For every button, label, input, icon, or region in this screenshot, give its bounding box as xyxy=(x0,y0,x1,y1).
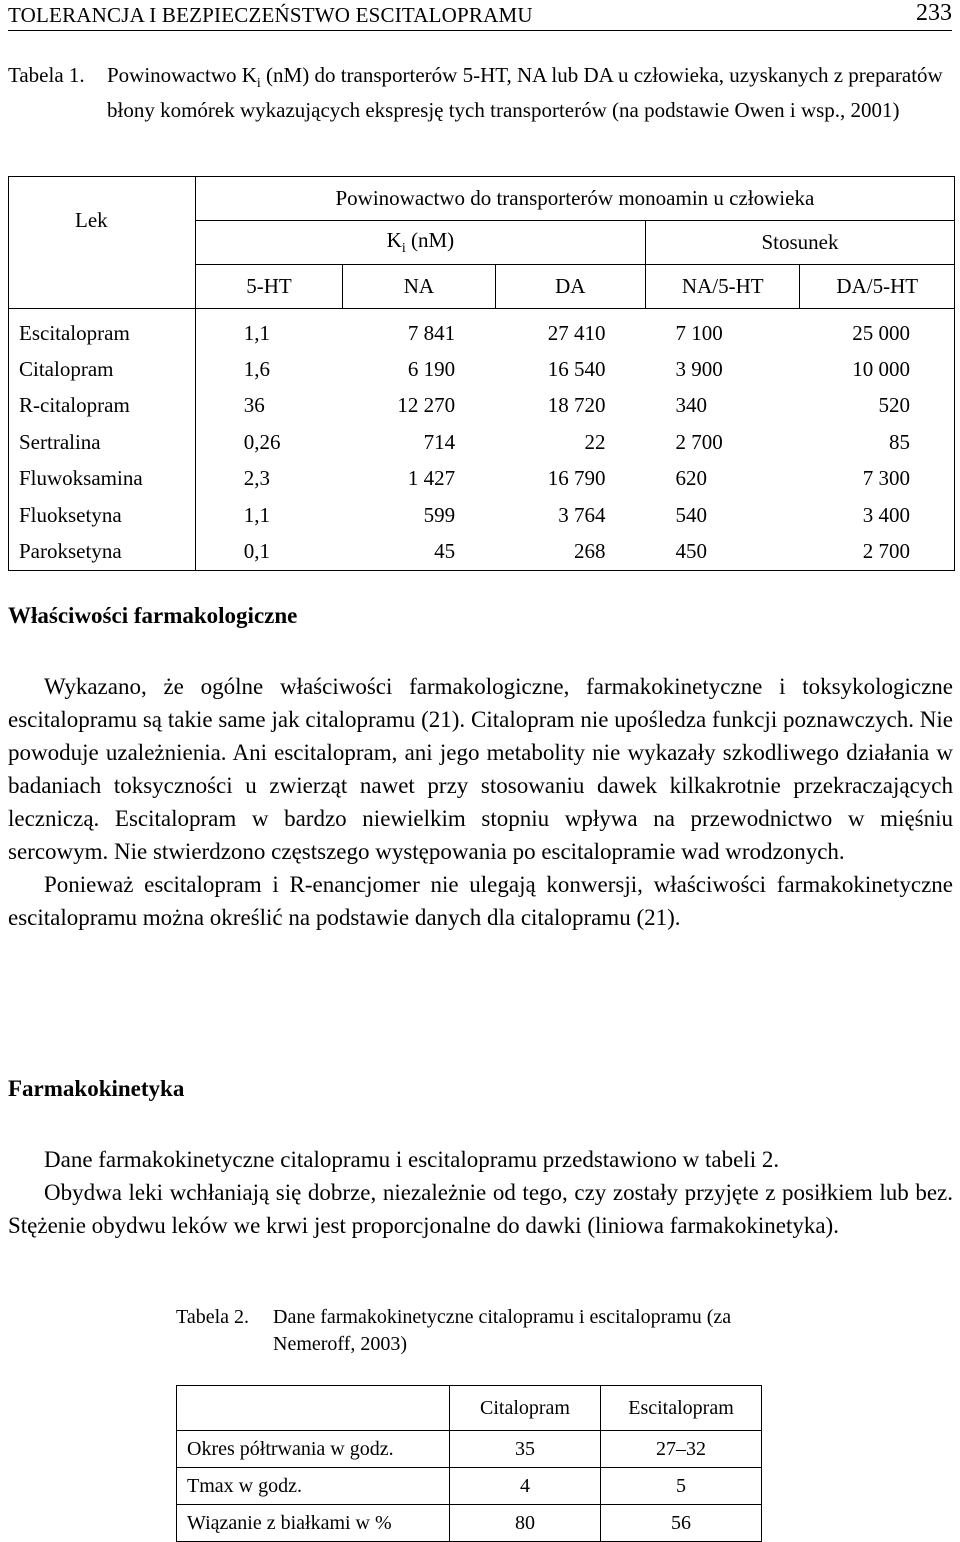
row-label-cell: Tmax w godz. xyxy=(177,1468,450,1505)
value-cell: 450 xyxy=(675,539,708,564)
value-cell: 35 xyxy=(450,1431,601,1468)
value-cell: 340 xyxy=(675,393,708,418)
value-cell: 620 xyxy=(675,466,708,491)
table-row xyxy=(177,1468,762,1505)
paragraph: Wykazano, że ogólne właściwości farmakologiczne, farmakokinetyczne i toksykologiczne escitalopramu są takie same jak citalopramu (21). Citalopram nie upośledza funkcji poznawczych. Nie powoduje uzależnienia. Ani escitalopram, ani jego metabolity nie wykazały szkodliwego działania w badaniach toksyczności u zwierząt nawet przy stosowaniu dawek kilkakrotnie przekraczających leczniczą. Escitalopram w bardzo niewielkim stopniu wpływa na przewodnictwo w mięśniu sercowym. Nie stwierdzono częstszego występowania po escitalopramie wad wrodzonych. xyxy=(8,674,953,864)
drug-name-cell: Fluoksetyna xyxy=(9,497,196,533)
section1-body xyxy=(8,670,953,934)
drug-name-cell: Citalopram xyxy=(9,351,196,387)
paragraph: Dane farmakokinetyczne citalopramu i escitalopramu przedstawiono w tabeli 2. xyxy=(44,1147,780,1172)
value-cell: 25 000 xyxy=(852,320,910,345)
value-cell: 540 xyxy=(675,502,708,527)
running-title: TOLERANCJA I BEZPIECZEŃSTWO ESCITALOPRAMU xyxy=(8,3,533,27)
table1-caption xyxy=(8,62,953,124)
paragraph: Obydwa leki wchłaniają się dobrze, niezależnie od tego, czy zostały przyjęte z posiłkiem lub bez. Stężenie obydwu leków we krwi jest proporcjonalne do dawki (liniowa farmakokinetyka). xyxy=(8,1180,953,1238)
drug-name-cell: R-citalopram xyxy=(9,388,196,424)
value-cell: 1,1 xyxy=(243,320,271,345)
ki-subscript: i xyxy=(401,241,406,256)
col-header-na5ht: NA/5-HT xyxy=(646,265,800,309)
table-row xyxy=(9,388,955,424)
row-label-cell: Okres półtrwania w godz. xyxy=(177,1431,450,1468)
ki-unit: (nM) xyxy=(405,228,455,252)
value-cell: 520 xyxy=(878,393,910,418)
value-cell: 16 540 xyxy=(547,357,606,382)
col-header-da: DA xyxy=(495,265,645,309)
value-cell: 7 300 xyxy=(862,466,910,491)
table1 xyxy=(8,176,955,571)
running-header xyxy=(8,0,952,31)
value-cell: 22 xyxy=(584,429,606,454)
value-cell: 12 270 xyxy=(397,393,456,418)
col-header-citalopram: Citalopram xyxy=(450,1386,601,1431)
ratio-header: Stosunek xyxy=(646,221,955,265)
table2-caption-text: Dane farmakokinetyczne citalopramu i escitalopramu (za Nemeroff, 2003) xyxy=(273,1306,732,1355)
section2-body xyxy=(8,1143,953,1242)
value-cell: 3 900 xyxy=(675,357,723,382)
drug-name-cell: Escitalopram xyxy=(9,309,196,352)
drug-name-cell: Paroksetyna xyxy=(9,533,196,570)
table-row xyxy=(9,461,955,497)
table2-corner xyxy=(177,1386,450,1431)
drug-name-cell: Sertralina xyxy=(9,424,196,460)
caption-text-a: Powinowactwo K xyxy=(107,63,257,87)
table1-label: Tabela 1. xyxy=(8,63,85,87)
col-header-blank xyxy=(9,265,196,309)
value-cell: 18 720 xyxy=(547,393,606,418)
page-number: 233 xyxy=(916,0,952,26)
table2-caption xyxy=(176,1304,793,1358)
value-cell: 5 xyxy=(601,1468,762,1505)
value-cell: 3 400 xyxy=(862,502,910,527)
value-cell: 16 790 xyxy=(547,466,606,491)
caption-subscript: i xyxy=(256,76,261,91)
ki-header xyxy=(195,221,645,265)
table-row xyxy=(9,533,955,570)
value-cell: 80 xyxy=(450,1505,601,1542)
value-cell: 27–32 xyxy=(601,1431,762,1468)
value-cell: 45 xyxy=(434,539,456,564)
col-header-5ht: 5-HT xyxy=(195,265,342,309)
row-label-cell: Wiązanie z białkami w % xyxy=(177,1505,450,1542)
value-cell: 0,26 xyxy=(243,429,281,454)
group-header: Powinowactwo do transporterów monoamin u człowieka xyxy=(335,186,815,210)
col-header-lek: Lek xyxy=(9,177,196,265)
value-cell: 1,1 xyxy=(243,502,271,527)
table-row xyxy=(9,351,955,387)
value-cell: 1,6 xyxy=(243,357,271,382)
value-cell: 3 764 xyxy=(558,502,606,527)
paragraph: Ponieważ escitalopram i R-enancjomer nie ulegają konwersji, właściwości farmakokinetyczne escitalopramu można określić na podstawie danych dla citalopramu (21). xyxy=(8,872,953,930)
col-header-da5ht: DA/5-HT xyxy=(800,265,955,309)
value-cell: 268 xyxy=(574,539,606,564)
col-header-escitalopram: Escitalopram xyxy=(601,1386,762,1431)
value-cell: 2 700 xyxy=(675,429,723,454)
table-row xyxy=(177,1431,762,1468)
table1-caption-text xyxy=(107,62,953,124)
value-cell: 85 xyxy=(889,429,910,454)
value-cell: 7 841 xyxy=(407,320,456,345)
value-cell: 4 xyxy=(450,1468,601,1505)
col-header-na: NA xyxy=(343,265,495,309)
table-row xyxy=(177,1505,762,1542)
section-heading-pharmacology: Właściwości farmakologiczne xyxy=(8,603,298,628)
table-row xyxy=(9,309,955,352)
table2-label: Tabela 2. xyxy=(176,1306,250,1328)
section-heading-pharmacokinetics: Farmakokinetyka xyxy=(8,1076,185,1101)
value-cell: 714 xyxy=(423,429,456,454)
value-cell: 6 190 xyxy=(407,357,456,382)
ki-symbol: K xyxy=(386,228,402,252)
table-row xyxy=(9,497,955,533)
value-cell: 7 100 xyxy=(675,320,723,345)
value-cell: 27 410 xyxy=(547,320,606,345)
caption-text-b: (nM) do transporterów 5-HT, NA lub DA u człowieka, uzyskanych z preparatów błony komórek wykazujących ekspresję tych transporterów (na podstawie Owen i wsp., 2001) xyxy=(107,63,943,122)
drug-name-cell: Fluwoksamina xyxy=(9,461,196,497)
value-cell: 10 000 xyxy=(852,357,910,382)
value-cell: 56 xyxy=(601,1505,762,1542)
value-cell: 1 427 xyxy=(407,466,456,491)
value-cell: 599 xyxy=(423,502,456,527)
value-cell: 2 700 xyxy=(862,539,910,564)
table2 xyxy=(176,1385,762,1542)
value-cell: 2,3 xyxy=(243,466,271,491)
value-cell: 0,1 xyxy=(243,539,271,564)
table-row xyxy=(9,424,955,460)
table2-body xyxy=(177,1431,762,1542)
table1-body xyxy=(9,309,955,571)
value-cell: 36 xyxy=(243,393,265,418)
